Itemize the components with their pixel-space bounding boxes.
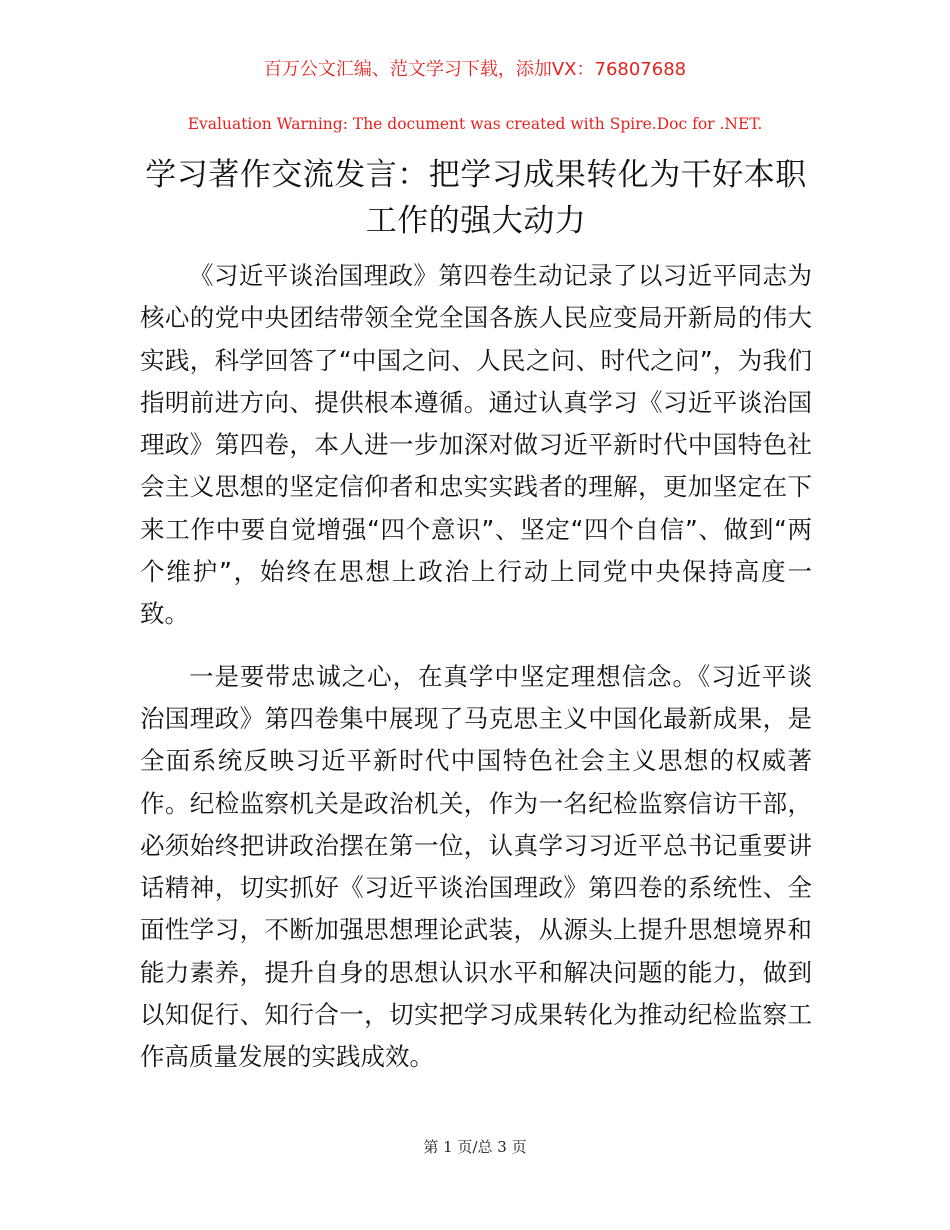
paragraph-intro: 《习近平谈治国理政》第四卷生动记录了以习近平同志为核心的党中央团结带领全党全国各族人民应变局开新局的伟大实践，科学回答了“中国之问、人民之问、时代之问”，为我们指明前进方向、提供根本遵循。通过认真学习《习近平谈治国理政》第四卷，本人进一步加深对做习近平新时代中国特色社会主义思想的坚定信仰者和忠实实践者的理解，更加坚定在下来工作中要自觉增强“四个意识”、坚定“四个自信”、做到“两个维护”，始终在思想上政治上行动上同党中央保持高度一致。 <box>140 261 812 629</box>
document-title: 学习著作交流发言：把学习成果转化为干好本职工作的强大动力 <box>145 157 807 239</box>
evaluation-warning: Evaluation Warning: The document was created with Spire.Doc for .NET. <box>187 115 763 133</box>
document-body <box>140 255 812 1099</box>
page-indicator: 第 1 页/总 3 页 <box>423 1138 527 1156</box>
promo-banner: 百万公文汇编、范文学习下载，添加VX：76807688 <box>263 59 687 80</box>
paragraph-point-one: 一是要带忠诚之心，在真学中坚定理想信念。《习近平谈治国理政》第四卷集中展现了马克思主义中国化最新成果，是全面系统反映习近平新时代中国特色社会主义思想的权威著作。纪检监察机关是政治机关，作为一名纪检监察信访干部，必须始终把讲政治摆在第一位，认真学习习近平总书记重要讲话精神，切实抓好《习近平谈治国理政》第四卷的系统性、全面性学习，不断加强思想理论武装，从源头上提升思想境界和能力素养，提升自身的思想认识水平和解决问题的能力，做到以知促行、知行合一，切实把学习成果转化为推动纪检监察工作高质量发展的实践成效。 <box>140 661 812 1072</box>
